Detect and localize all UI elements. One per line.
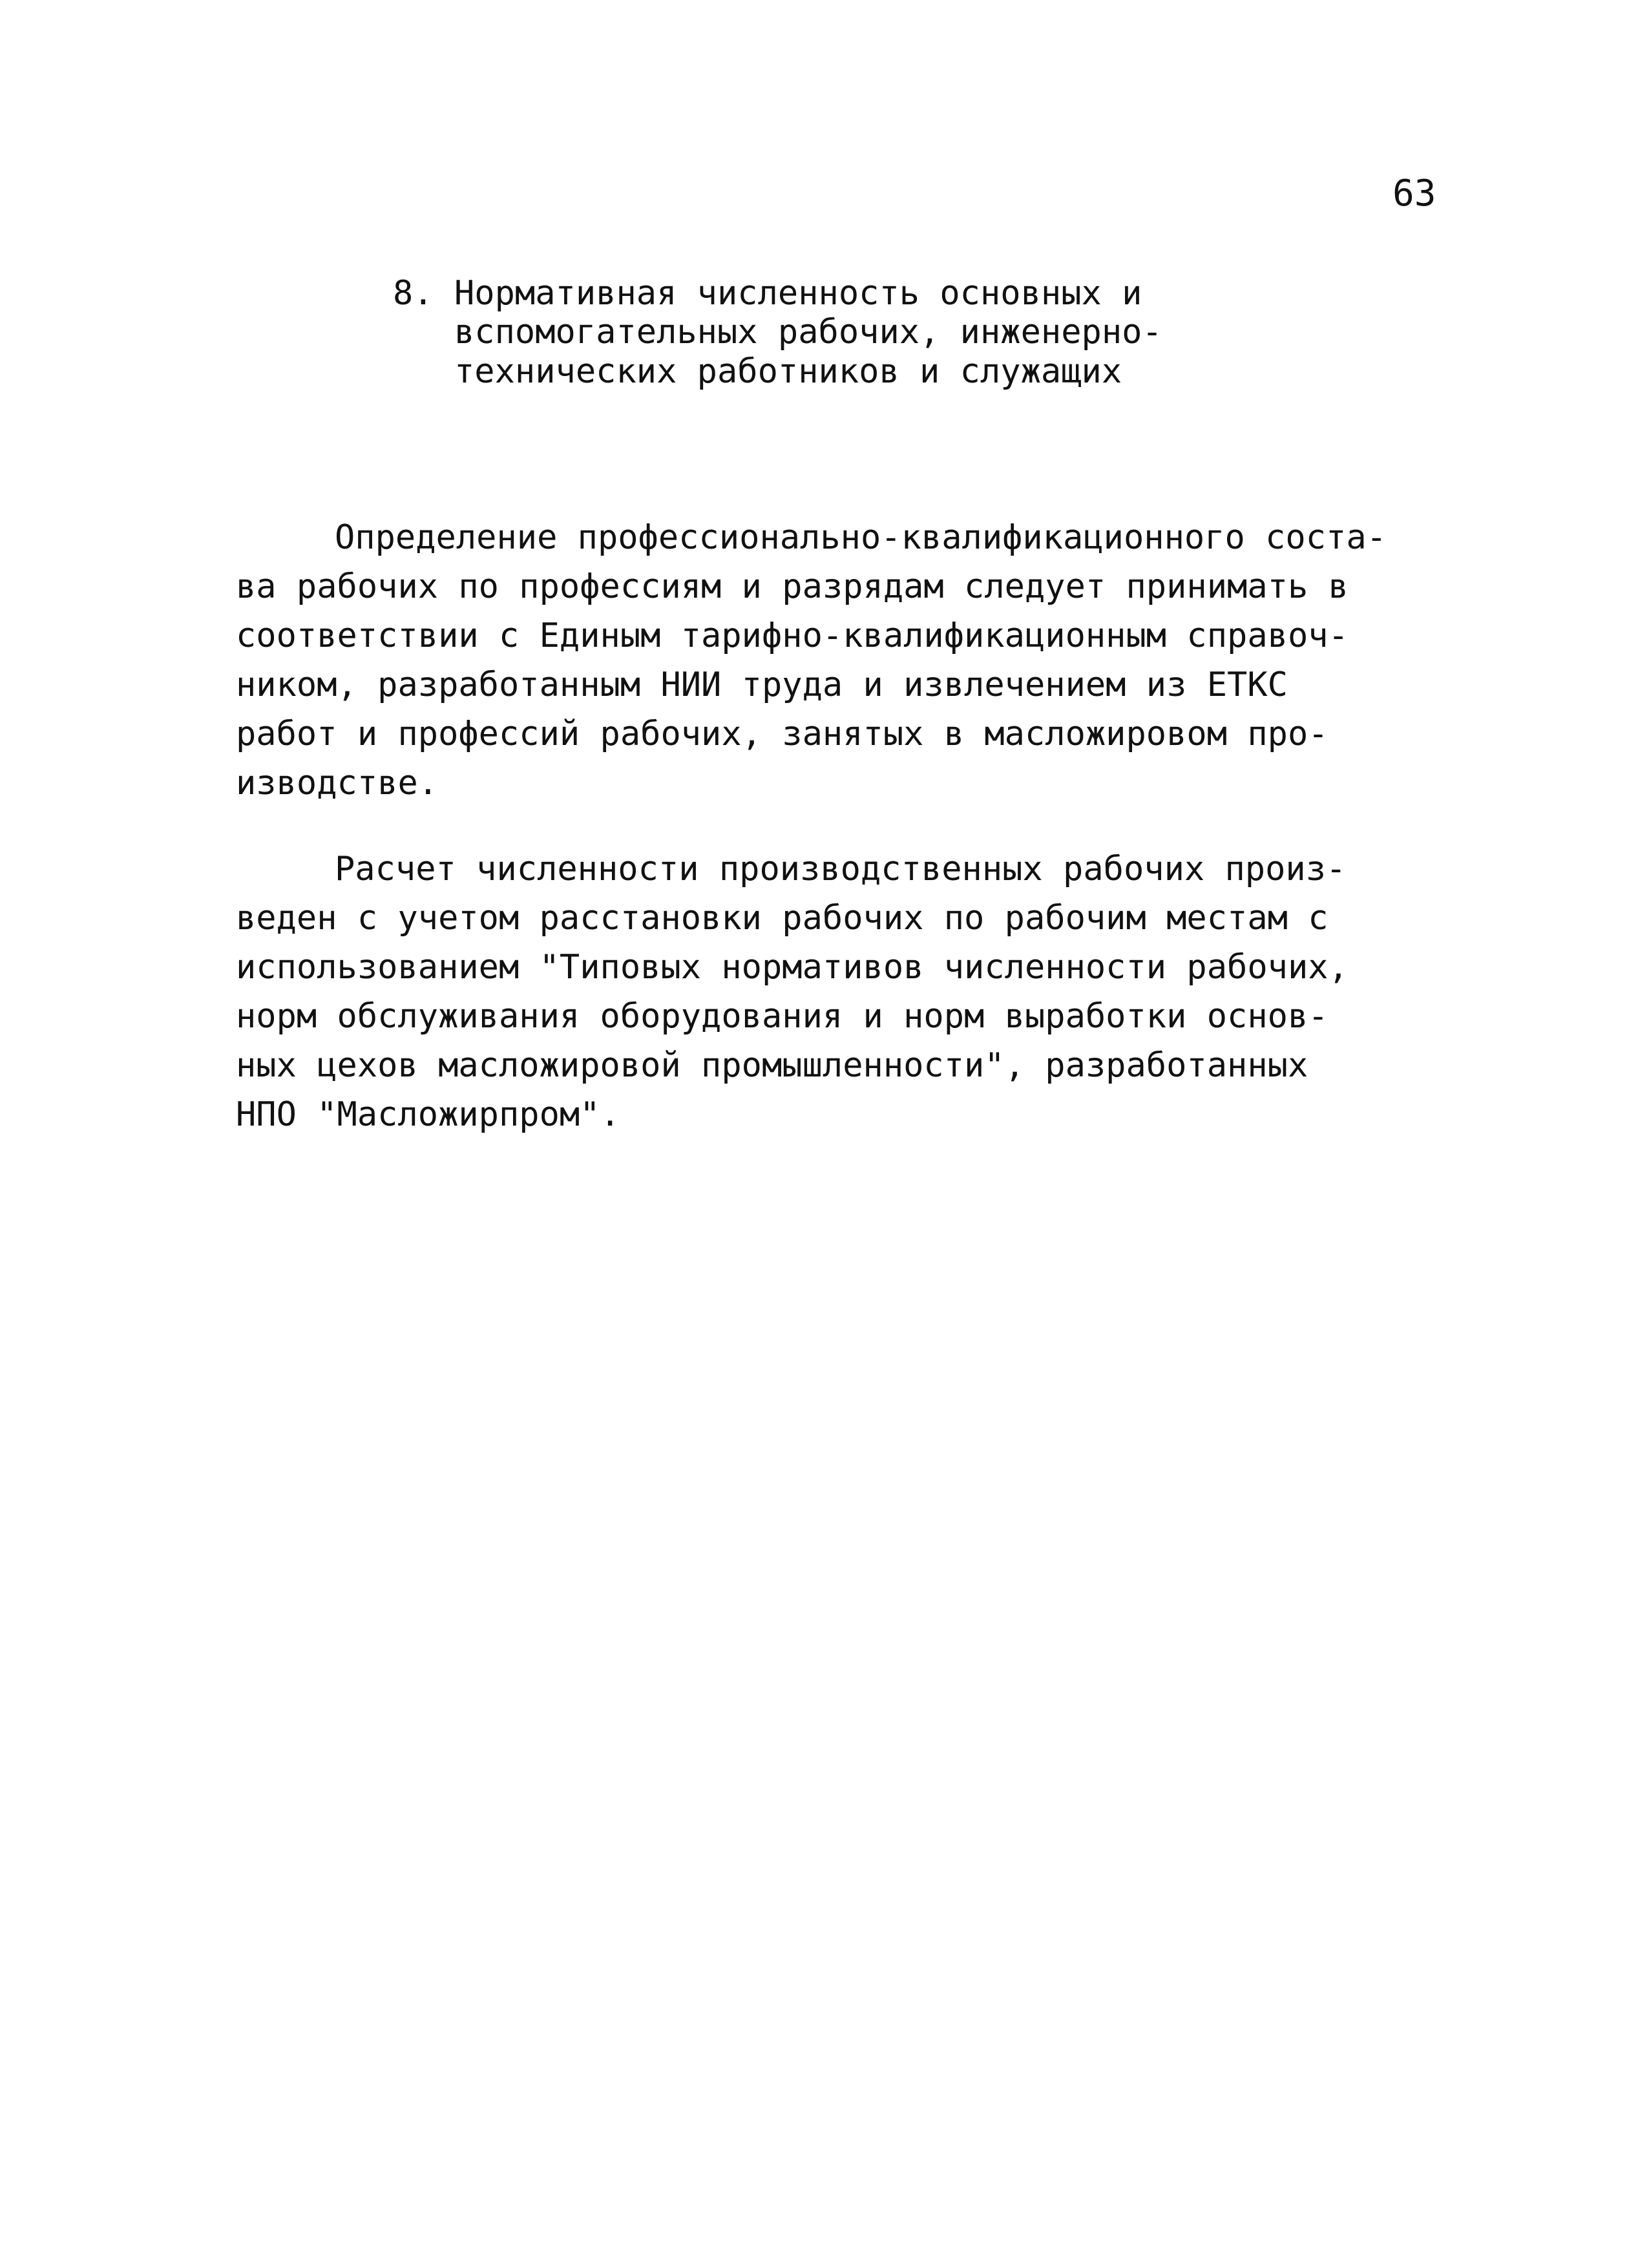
paragraph-line: НПО "Масложирпром".: [236, 1095, 620, 1134]
paragraph-line: веден с учетом расстановки рабочих по рабочим местам с: [236, 899, 1329, 938]
section-number: 8.: [393, 274, 434, 313]
paragraph-line: соответствии с Единым тарифно-квалификационным справоч-: [236, 616, 1349, 655]
paragraph-line: норм обслуживания оборудования и норм выработки основ-: [236, 997, 1329, 1036]
page-number: 63: [1392, 173, 1436, 215]
paragraph-line: изводстве.: [236, 764, 439, 803]
paragraph-line: ных цехов масложировой промышленности", разработанных: [236, 1046, 1308, 1085]
paragraph-line: ником, разработанным НИИ труда и извлечением из ЕТКС: [236, 666, 1288, 704]
section-heading: [393, 274, 1162, 391]
paragraph-line: Расчет численности производственных рабочих произ-: [335, 850, 1347, 888]
paragraph-line: Определение профессионально-квалификационного соста-: [335, 518, 1387, 557]
heading-line: технических работников и служащих: [454, 352, 1122, 391]
paragraph-1: [236, 513, 1387, 808]
paragraph-line: работ и профессий рабочих, занятых в масложировом про-: [236, 715, 1329, 753]
paragraph-2: [236, 845, 1349, 1139]
paragraph-line: использованием "Типовых нормативов численности рабочих,: [236, 948, 1349, 987]
heading-line: [393, 274, 1162, 313]
heading-text: Нормативная численность основных и: [454, 274, 1142, 313]
heading-line: вспомогательных рабочих, инженерно-: [454, 313, 1162, 352]
paragraph-line: ва рабочих по профессиям и разрядам следует принимать в: [236, 567, 1349, 606]
